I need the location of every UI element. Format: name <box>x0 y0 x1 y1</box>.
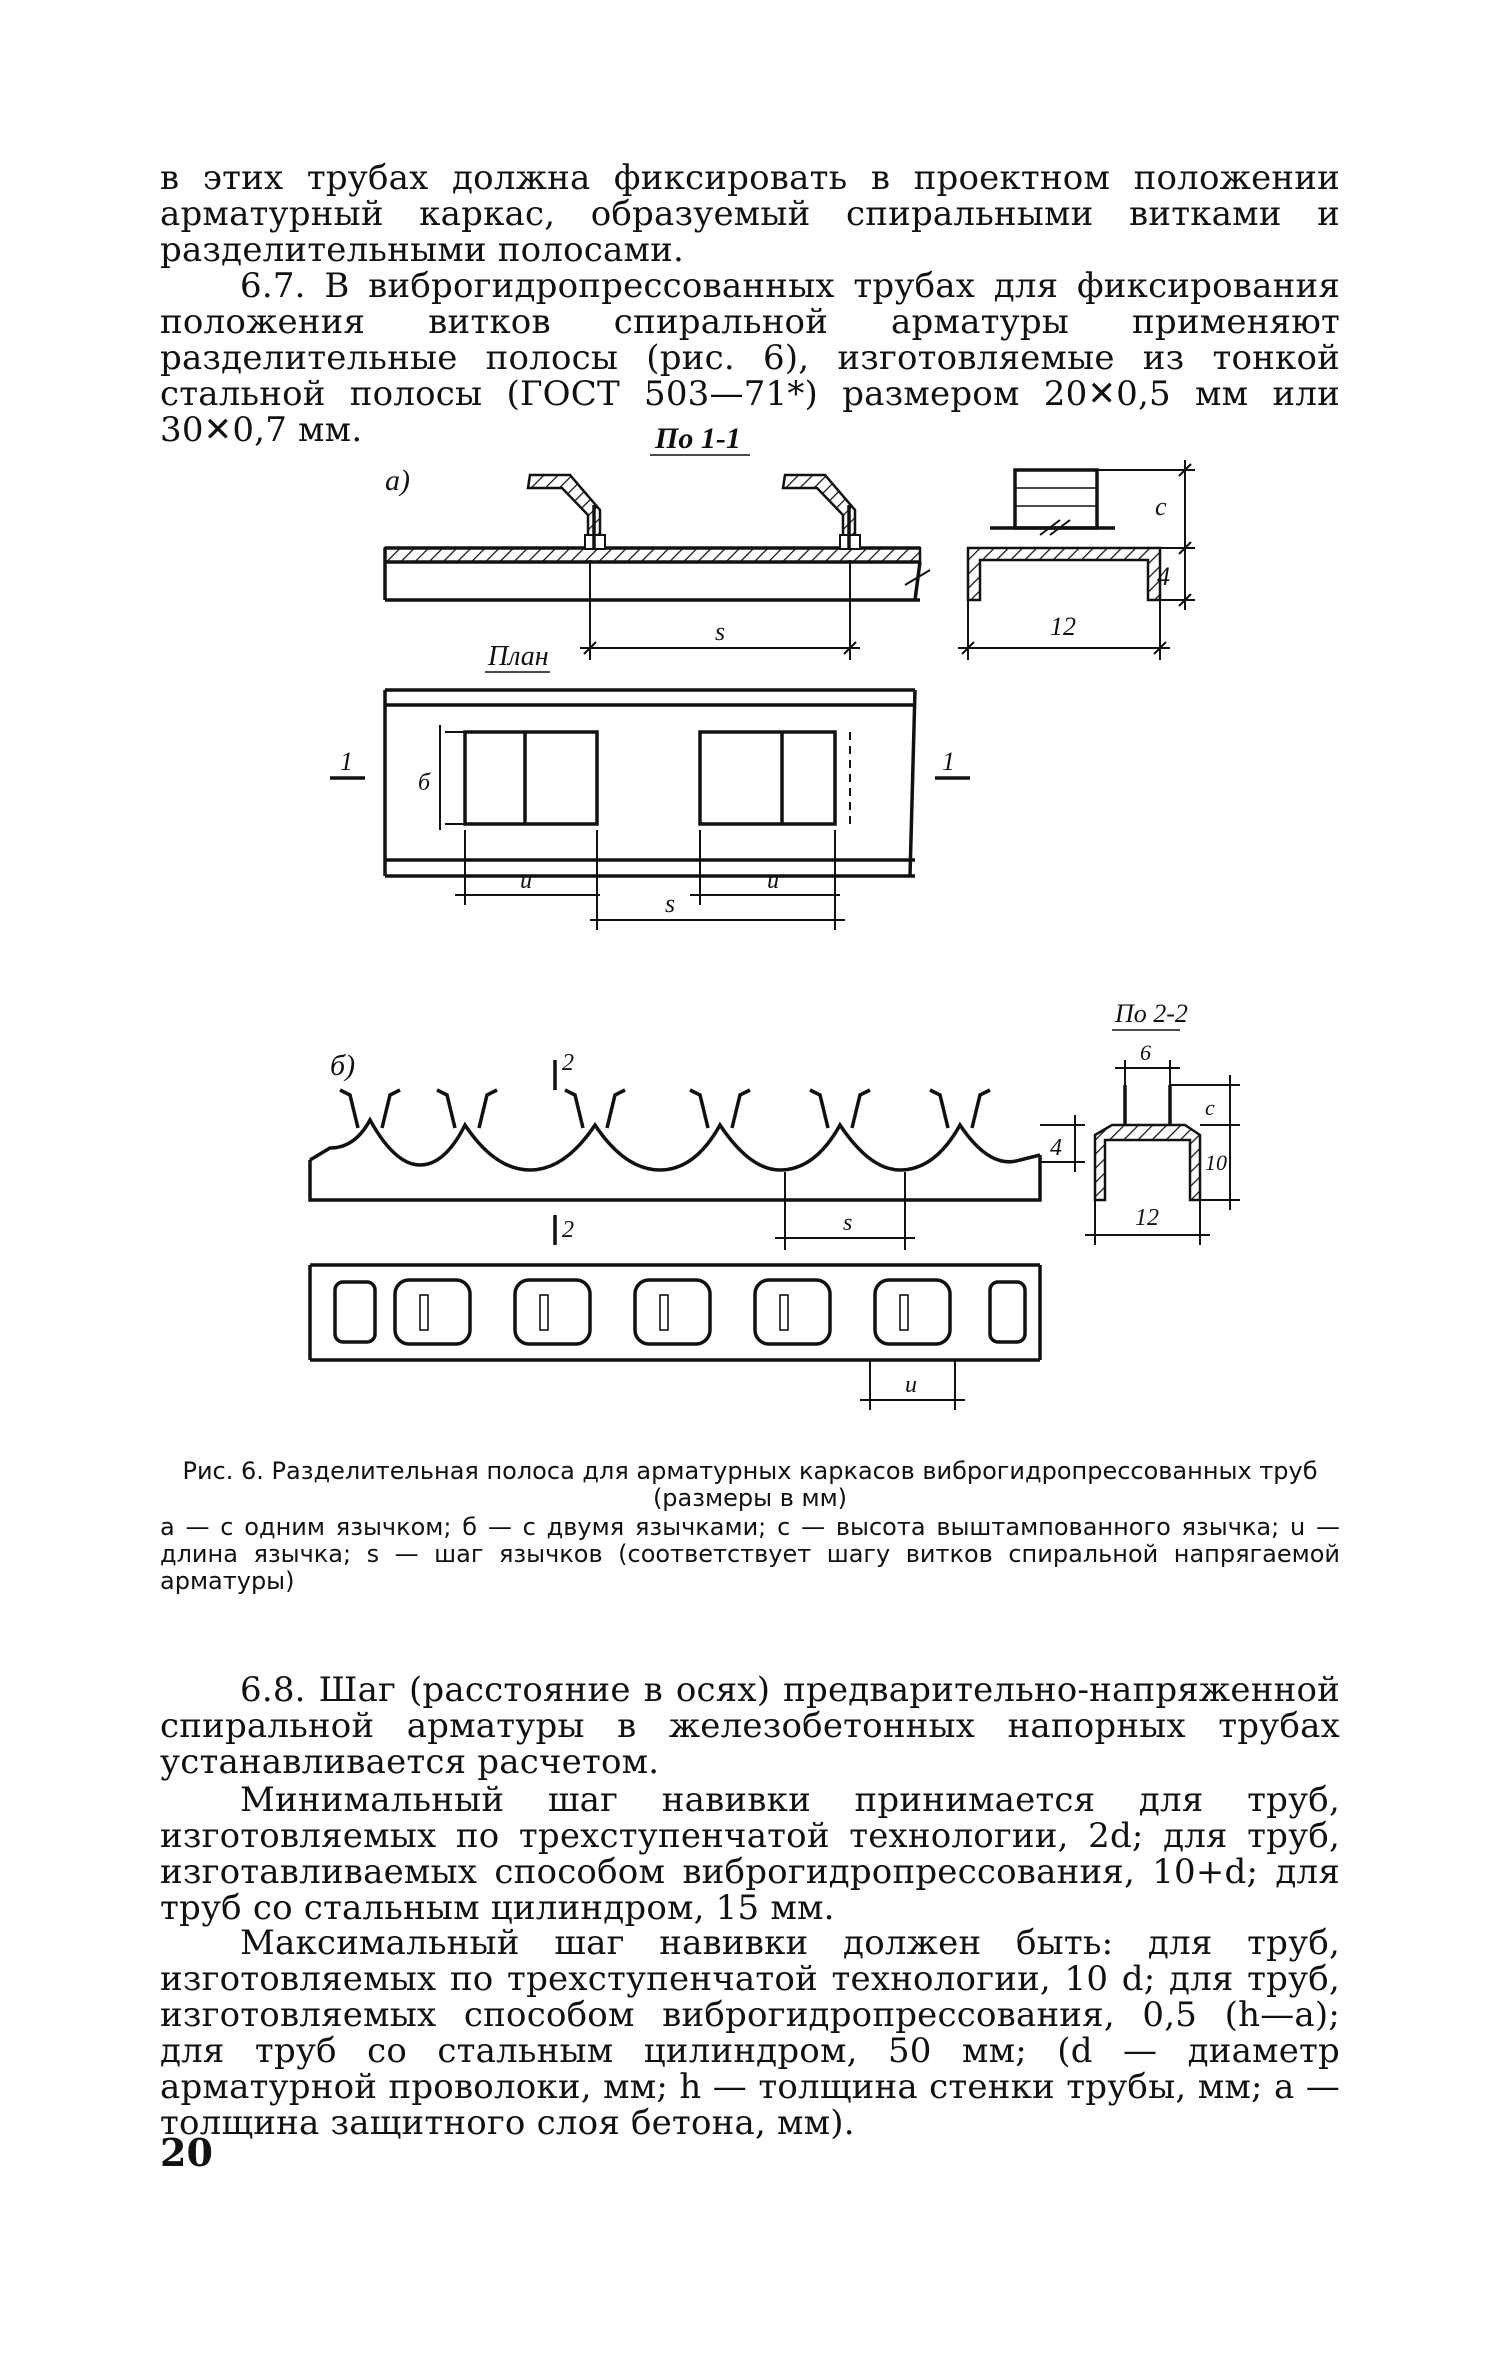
svg-text:2: 2 <box>562 1217 574 1243</box>
paragraph-continuation: в этих трубах должна фиксировать в проектном положении арматурный каркас, образуемый спиральными витками и разделительными полосами. <box>160 158 1340 270</box>
svg-text:u: u <box>905 1372 917 1398</box>
page-number: 20 <box>160 2130 213 2175</box>
paragraph-6-8: 6.8. Шаг (расстояние в осях) предварительно-напряженной спиральной арматуры в железобетонных напорных трубах устанавливается расчетом. <box>160 1670 1340 1782</box>
label-a: а) <box>385 464 410 497</box>
svg-text:s: s <box>843 1210 853 1236</box>
plan-title: План <box>488 641 549 672</box>
plan-view-b <box>310 1265 1040 1410</box>
svg-text:1: 1 <box>942 747 955 776</box>
paragraph-max-step: Максимальный шаг навивки должен быть: для труб, изготовляемых по трехступенчатой технологии, 10 d; для труб, изготовляемых способом виброгидропрессования, 0,5 (h—a); для труб со стальным цилиндром, 50 мм; (d — диаметр арматурной проволоки, мм; h — толщина стенки трубы, мм; a — толщина защитного слоя бетона, мм). <box>160 1923 1340 2143</box>
svg-text:12: 12 <box>1135 1205 1159 1231</box>
svg-text:s: s <box>715 617 726 646</box>
svg-text:2: 2 <box>562 1050 574 1076</box>
tongue-a-2 <box>783 475 860 549</box>
svg-text:s: s <box>665 889 676 918</box>
dimension-u-plan <box>455 830 845 930</box>
section-1-title: По 1-1 <box>655 422 741 455</box>
svg-text:1: 1 <box>340 747 353 776</box>
svg-text:4: 4 <box>1050 1135 1062 1161</box>
svg-text:10: 10 <box>1205 1150 1227 1175</box>
svg-text:u: u <box>520 868 532 894</box>
strip-b-profile <box>310 1090 1085 1200</box>
tongue-a-1 <box>528 475 605 549</box>
dimension-s-b <box>775 1172 915 1250</box>
svg-text:u: u <box>767 868 779 894</box>
svg-text:c: c <box>1205 1095 1215 1120</box>
section-1-1-detail <box>958 460 1195 660</box>
dimension-s-a <box>580 560 860 660</box>
section-2-2-detail <box>1085 1040 1240 1245</box>
figure-caption-title: Рис. 6. Разделительная полоса для арматурных каркасов виброгидропрессованных труб (размеры в мм) <box>182 1457 1318 1512</box>
cut-marker-2 <box>555 1050 574 1245</box>
svg-text:c: c <box>1155 492 1167 521</box>
strip-a-section <box>385 548 930 600</box>
figure-caption-legend: а — с одним язычком; б — с двумя язычками; с — высота выштампованного язычка; u — длина язычка; s — шаг язычков (соответствует шагу витков спиральной напрягаемой арматуры) <box>160 1513 1340 1595</box>
paragraph-6-7: 6.7. В виброгидропрессованных трубах для фиксирования положения витков спиральной арматуры применяют разделительные полосы (рис. 6), изготовляемые из тонкой стальной полосы (ГОСТ 503—71*) размером 20✕0,5 мм или 30✕0,7 мм. <box>160 266 1340 450</box>
paragraph-min-step: Минимальный шаг навивки принимается для труб, изготовляемых по трехступенчатой технологии, 2d; для труб, изготавливаемых способом виброгидропрессования, 10+d; для труб со стальным цилиндром, 15 мм. <box>160 1780 1340 1928</box>
section-2-title: По 2-2 <box>1115 999 1188 1028</box>
svg-text:б: б <box>418 770 431 796</box>
svg-text:6: 6 <box>1140 1040 1151 1065</box>
svg-text:12: 12 <box>1050 612 1076 641</box>
svg-text:4: 4 <box>1157 562 1170 591</box>
label-b: б) <box>330 1049 356 1082</box>
